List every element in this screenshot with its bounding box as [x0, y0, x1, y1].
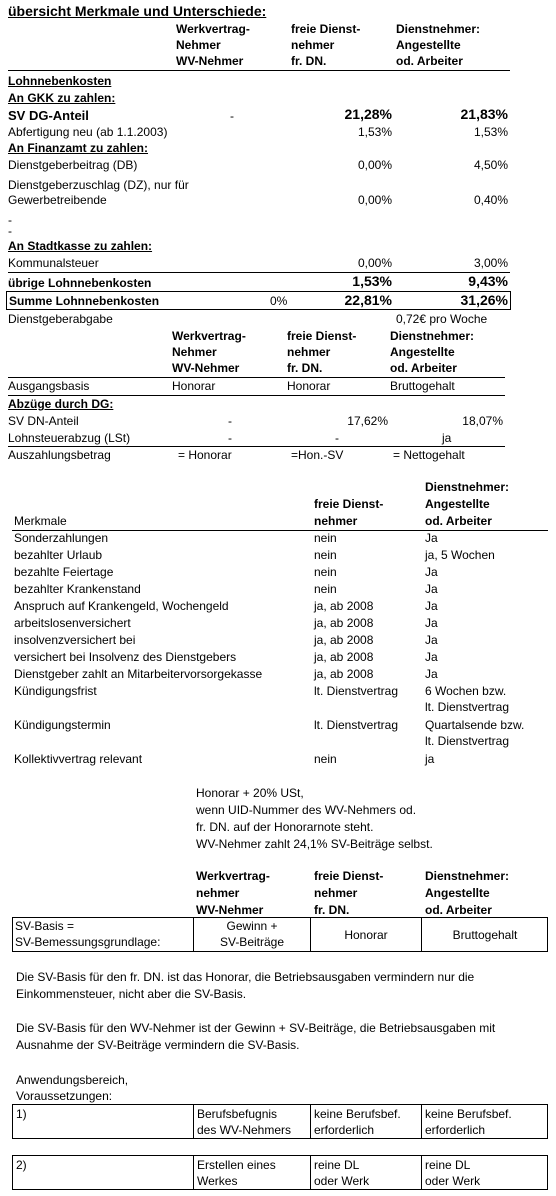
header-dn-line2: Angestellte [390, 345, 455, 359]
header-dn-line1: Dienstnehmer: [425, 869, 510, 883]
cell-dn: 0,40% [473, 193, 508, 207]
note-line: Honorar + 20% USt, [196, 786, 304, 800]
cell-dn: Ja [425, 667, 438, 681]
cell-dn: Ja [425, 531, 438, 545]
cell-wv: 0% [270, 294, 288, 308]
header-merkmale: Merkmale [14, 514, 67, 528]
header-wv-line3: WV-Nehmer [172, 361, 240, 375]
cell-wv: SV-Beiträge [219, 935, 285, 949]
cell-fd: ja, ab 2008 [314, 667, 374, 681]
cell-wv: = Honorar [178, 448, 232, 462]
cell-fd: 1,53% [352, 273, 392, 289]
header-fd-line2: nehmer [287, 345, 331, 359]
header-dn-line3: od. Arbeiter [396, 54, 463, 68]
cell-dn: 0,72€ pro Woche [396, 312, 488, 326]
cell-dn: 9,43% [468, 273, 508, 289]
cell-fd: 22,81% [344, 292, 392, 308]
cell-dn [421, 1155, 548, 1190]
anwendung-heading: Anwendungsbereich, [16, 1073, 129, 1087]
header-dn-line3: od. Arbeiter [425, 514, 492, 528]
row-label: Kommunalsteuer [8, 256, 99, 270]
page-title: übersicht Merkmale und Unterschiede: [8, 3, 267, 19]
cell-wv: - [230, 109, 234, 123]
note-line: WV-Nehmer zahlt 24,1% SV-Beiträge selbst. [196, 837, 433, 851]
cell-fd: 0,00% [357, 193, 392, 207]
cell-fd: ja, ab 2008 [314, 599, 374, 613]
row-label: Anspruch auf Krankengeld, Wochengeld [14, 599, 229, 613]
dash: - [8, 224, 12, 238]
cell-text: Berufsbefugnis [197, 1107, 278, 1121]
cell-dn: lt. Dienstvertrag [425, 734, 510, 748]
row-label: bezahlter Urlaub [14, 548, 103, 562]
header-dn-line1: Dienstnehmer: [396, 22, 481, 36]
cell-wv [193, 1104, 311, 1139]
cell-dn: ja, 5 Wochen [425, 548, 495, 562]
header-dn-line2: Angestellte [425, 497, 490, 511]
header-wv-line1: Werkvertrag- [176, 22, 250, 36]
row-label: SV-Bemessungsgrundlage: [15, 935, 161, 949]
row-label: Kollektivvertrag relevant [14, 752, 143, 766]
explanation-paragraph: Die SV-Basis für den fr. DN. ist das Honorar, die Betriebsausgaben vermindern nur die Einkommensteuer, nicht aber die SV-Basis. [16, 970, 475, 1001]
cell-dn: Ja [425, 650, 438, 664]
cell-dn: Ja [425, 616, 438, 630]
cell-dn: Ja [425, 633, 438, 647]
row-label: SV DG-Anteil [8, 108, 89, 123]
cell-fd: 21,28% [344, 106, 392, 122]
cell-dn: 31,26% [460, 292, 508, 308]
row-label: versichert bei Insolvenz des Dienstgebers [14, 650, 237, 664]
row-label: Gewerbetreibende [8, 193, 107, 207]
section-heading: An GKK zu zahlen: [8, 91, 116, 105]
section-heading: An Stadtkasse zu zahlen: [8, 239, 153, 253]
header-wv-line3: WV-Nehmer [176, 54, 244, 68]
cell-text: erforderlich [314, 1123, 375, 1137]
cell-wv: Honorar [172, 379, 216, 393]
cell-dn: 6 Wochen bzw. [425, 684, 507, 698]
row-number: 2) [16, 1158, 27, 1172]
cell-dn: Ja [425, 565, 438, 579]
cell-fd: nein [314, 752, 337, 766]
cell-fd: lt. Dienstvertrag [314, 684, 399, 698]
cell-fd: 0,00% [357, 158, 392, 172]
row-label: arbeitslosenversichert [14, 616, 131, 630]
cell-num [12, 1104, 194, 1139]
cell-fd: Honorar [344, 928, 388, 942]
cell-text: oder Werk [314, 1174, 370, 1188]
cell-fd: =Hon.-SV [291, 448, 344, 462]
row-label: Sonderzahlungen [14, 531, 109, 545]
header-dn-line2: Angestellte [396, 38, 461, 52]
row-label: Dienstgeberbeitrag (DB) [8, 158, 138, 172]
cell-dn: ja [425, 752, 435, 766]
header-fd-line2: nehmer [314, 886, 358, 900]
header-fd-line3: fr. DN. [314, 903, 350, 917]
cell-fd: Honorar [287, 379, 331, 393]
header-wv-line2: Nehmer [176, 38, 221, 52]
row-label: insolvenzversichert bei [14, 633, 136, 647]
cell-wv: - [228, 431, 232, 445]
cell-fd: nein [314, 531, 337, 545]
header-dn-line3: od. Arbeiter [425, 903, 492, 917]
cell-fd: nein [314, 565, 337, 579]
cell-dn: 3,00% [473, 256, 508, 270]
section-heading: Lohnnebenkosten [8, 74, 112, 88]
cell-text: keine Berufsbef. [314, 1107, 401, 1121]
dash: - [8, 213, 12, 227]
header-fd-line1: freie Dienst- [291, 22, 361, 36]
cell-dn: = Nettogehalt [393, 448, 465, 462]
cell-num [12, 1155, 194, 1190]
row-label: bezahlter Krankenstand [14, 582, 141, 596]
header-fd-line1: freie Dienst- [314, 497, 384, 511]
cell-wv: - [228, 414, 232, 428]
cell-fd: nein [314, 548, 337, 562]
header-dn-line1: Dienstnehmer: [425, 480, 510, 494]
header-fd-line3: fr. DN. [291, 54, 327, 68]
cell-text: oder Werk [425, 1174, 481, 1188]
note-line: wenn UID-Nummer des WV-Nehmers od. [196, 803, 417, 817]
cell-fd: - [335, 431, 339, 445]
header-wv-line3: WV-Nehmer [196, 903, 264, 917]
header-dn-line2: Angestellte [425, 886, 490, 900]
header-wv-line2: Nehmer [172, 345, 217, 359]
cell-dn: 1,53% [473, 125, 508, 139]
cell-fd: lt. Dienstvertrag [314, 718, 399, 732]
cell-fd [310, 1155, 422, 1190]
row-label: bezahlte Feiertage [14, 565, 114, 579]
header-wv-line2: nehmer [196, 886, 240, 900]
row-label: Summe Lohnnebenkosten [9, 294, 160, 308]
cell-wv: Gewinn + [226, 919, 278, 933]
row-label: Ausgangsbasis [8, 379, 90, 393]
section-heading: An Finanzamt zu zahlen: [8, 141, 149, 155]
cell-text: reine DL [314, 1158, 360, 1172]
row-label: Dienstgeber zahlt an Mitarbeitervorsorgekasse [14, 667, 263, 681]
cell-dn: Bruttogehalt [390, 379, 455, 393]
cell-fd: ja, ab 2008 [314, 650, 374, 664]
cell-dn: 18,07% [462, 414, 503, 428]
cell-text: reine DL [425, 1158, 471, 1172]
cell-text: des WV-Nehmers [197, 1123, 292, 1137]
header-fd-line1: freie Dienst- [287, 329, 357, 343]
cell-dn: ja [442, 431, 452, 445]
header-fd-line2: nehmer [314, 514, 358, 528]
row-label: Dienstgeberzuschlag (DZ), nur für [8, 178, 189, 192]
cell-fd: 1,53% [357, 125, 392, 139]
cell-fd: ja, ab 2008 [314, 633, 374, 647]
cell-fd: 0,00% [357, 256, 392, 270]
cell-text: Werkes [197, 1174, 238, 1188]
cell-fd: nein [314, 582, 337, 596]
cell-dn: 4,50% [473, 158, 508, 172]
note-line: fr. DN. auf der Honorarnote steht. [196, 820, 374, 834]
row-label: Kündigungsfrist [14, 684, 97, 698]
header-fd-line1: freie Dienst- [314, 869, 384, 883]
row-label: Dienstgeberabgabe [8, 312, 113, 326]
cell-dn: Bruttogehalt [452, 928, 518, 942]
header-wv-line1: Werkvertrag- [172, 329, 246, 343]
header-dn-line3: od. Arbeiter [390, 361, 457, 375]
cell-dn [421, 1104, 548, 1139]
header-wv-line1: Werkvertrag- [196, 869, 270, 883]
divider [8, 70, 510, 71]
row-label: übrige Lohnnebenkosten [8, 276, 152, 290]
cell-text: erforderlich [425, 1123, 486, 1137]
anwendung-heading: Voraussetzungen: [16, 1089, 113, 1103]
cell-dn: lt. Dienstvertrag [425, 700, 510, 714]
cell-dn: 21,83% [460, 106, 508, 122]
cell-fd: 17,62% [347, 414, 388, 428]
header-fd-line3: fr. DN. [287, 361, 323, 375]
header-fd-line2: nehmer [291, 38, 335, 52]
cell-dn: Ja [425, 582, 438, 596]
row-label: Auszahlungsbetrag [8, 448, 111, 462]
cell-fd [310, 1104, 422, 1139]
section-heading: Abzüge durch DG: [8, 397, 114, 411]
header-dn-line1: Dienstnehmer: [390, 329, 475, 343]
row-number: 1) [16, 1107, 27, 1121]
cell-fd: ja, ab 2008 [314, 616, 374, 630]
row-label: SV DN-Anteil [8, 414, 79, 428]
row-label: Kündigungstermin [14, 718, 111, 732]
cell-dn: Ja [425, 599, 438, 613]
cell-text: keine Berufsbef. [425, 1107, 512, 1121]
cell-wv [193, 1155, 311, 1190]
row-label: SV-Basis = [15, 919, 75, 933]
row-label: Abfertigung neu (ab 1.1.2003) [8, 125, 168, 139]
cell-dn: Quartalsende bzw. [425, 718, 525, 732]
explanation-paragraph: Die SV-Basis für den WV-Nehmer ist der Gewinn + SV-Beiträge, die Betriebsausgaben mit Ausnahme der SV-Beiträge vermindern die SV-Basis. [16, 1021, 496, 1052]
cell-text: Erstellen eines [197, 1158, 276, 1172]
row-label: Lohnsteuerabzug (LSt) [8, 431, 131, 445]
